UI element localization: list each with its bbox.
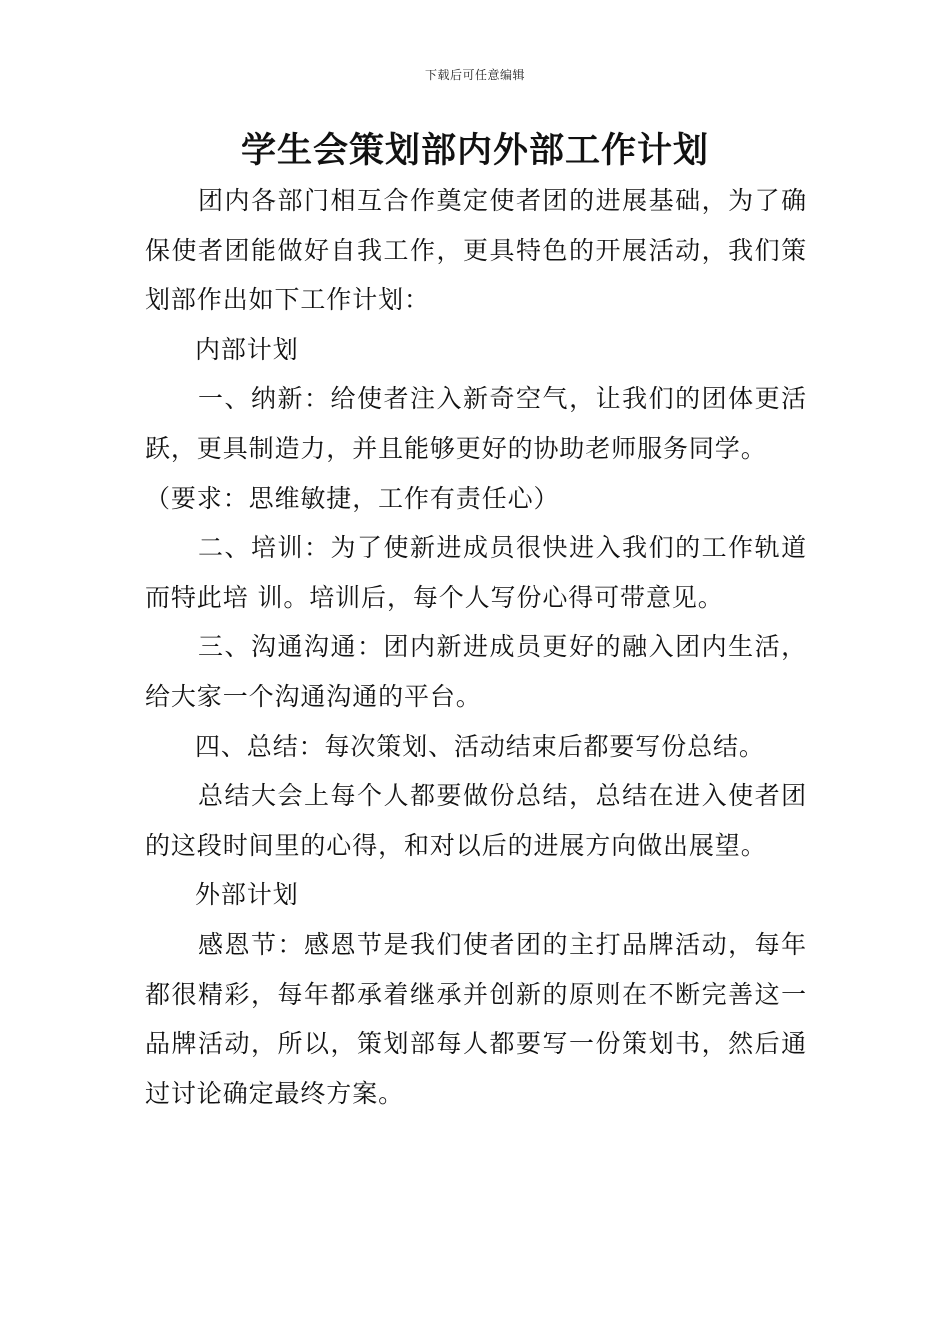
item-recruitment: 一、纳新：给使者注入新奇空气，让我们的团体更活跃，更具制造力，并且能够更好的协助老师服务同学。	[145, 384, 807, 463]
item-summary-meeting: 总结大会上每个人都要做份总结，总结在进入使者团的这段时间里的心得，和对以后的进展方向做出展望。	[145, 781, 807, 860]
item-training: 二、培训：为了使新进成员很快进入我们的工作轨道而特此培 训。培训后，每个人写份心得可带意见。	[145, 533, 807, 612]
document-title: 学生会策划部内外部工作计划	[240, 131, 709, 171]
page-header-note: 下载后可任意编辑	[424, 68, 525, 82]
section-heading-internal: 内部计划	[195, 334, 299, 364]
section-heading-external: 外部计划	[195, 880, 299, 910]
item-thanksgiving: 感恩节：感恩节是我们使者团的主打品牌活动，每年都很精彩，每年都承着继承并创新的原则在不断完善这一品牌活动，所以，策划部每人都要写一份策划书，然后通过讨论确定最终方案。	[145, 929, 807, 1108]
intro-paragraph: 团内各部门相互合作奠定使者团的进展基础，为了确保使者团能做好自我工作，更具特色的开展活动，我们策划部作出如下工作计划：	[145, 186, 807, 315]
document-body	[145, 176, 807, 1118]
item-summary: 四、总结：每次策划、活动结束后都要写份总结。	[195, 731, 765, 761]
item-recruitment-requirement: （要求：思维敏捷，工作有责任心）	[145, 483, 560, 513]
item-communication: 三、沟通沟通：团内新进成员更好的融入团内生活，给大家一个沟通沟通的平台。	[145, 632, 807, 711]
